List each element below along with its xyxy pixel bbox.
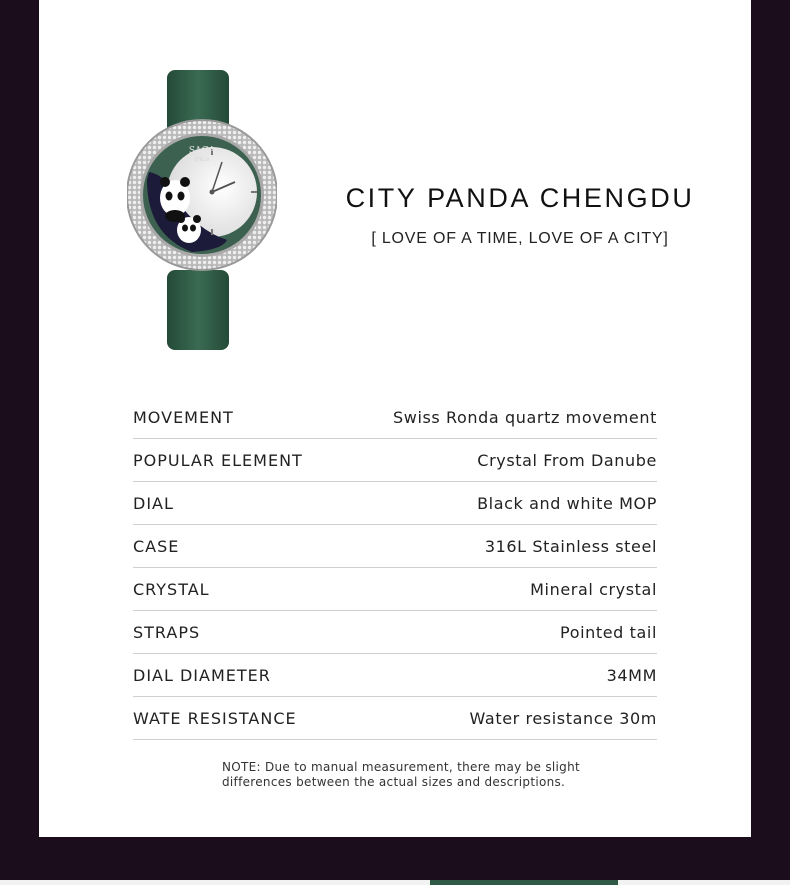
watch-strap-bottom <box>167 270 229 350</box>
spec-value: Pointed tail <box>560 622 657 642</box>
spec-row-popular-element <box>133 439 657 482</box>
spec-label: DIAL <box>133 493 174 513</box>
product-subtitle: [ LOVE OF A TIME, LOVE OF A CITY] <box>371 230 669 247</box>
measurement-note <box>222 760 622 790</box>
spec-value: Black and white MOP <box>477 493 657 513</box>
product-card <box>39 0 751 837</box>
watch-subbrand-text: STELLA <box>194 157 210 162</box>
strap-peek <box>430 880 618 885</box>
note-line-2: differences between the actual sizes and descriptions. <box>222 775 566 789</box>
spec-label: POPULAR ELEMENT <box>133 450 303 470</box>
product-title: CITY PANDA CHENGDU <box>345 183 695 213</box>
next-image-strip <box>0 880 790 885</box>
spec-value: Swiss Ronda quartz movement <box>393 407 657 427</box>
spec-label: DIAL DIAMETER <box>133 665 271 685</box>
spec-row-case <box>133 525 657 568</box>
note-line-1: NOTE: Due to manual measurement, there may be slight <box>222 760 580 774</box>
spec-row-movement <box>133 396 657 439</box>
spec-row-dial <box>133 482 657 525</box>
spec-label: CRYSTAL <box>133 579 210 599</box>
spec-row-water-resistance <box>133 697 657 740</box>
spec-row-straps <box>133 611 657 654</box>
spec-value: 316L Stainless steel <box>484 536 657 556</box>
spec-value: 34MM <box>606 665 657 685</box>
watch-image <box>127 70 277 350</box>
spec-label: WATE RESISTANCE <box>133 708 297 728</box>
spec-label: STRAPS <box>133 622 201 642</box>
spec-label: CASE <box>133 536 180 556</box>
spec-row-dial-diameter <box>133 654 657 697</box>
spec-value: Water resistance 30m <box>469 708 657 728</box>
spec-row-crystal <box>133 568 657 611</box>
spec-table <box>133 396 657 740</box>
watch-brand-text: SAGA <box>188 146 216 156</box>
spec-value: Mineral crystal <box>530 579 657 599</box>
spec-value: Crystal From Danube <box>477 450 657 470</box>
spec-label: MOVEMENT <box>133 407 234 427</box>
